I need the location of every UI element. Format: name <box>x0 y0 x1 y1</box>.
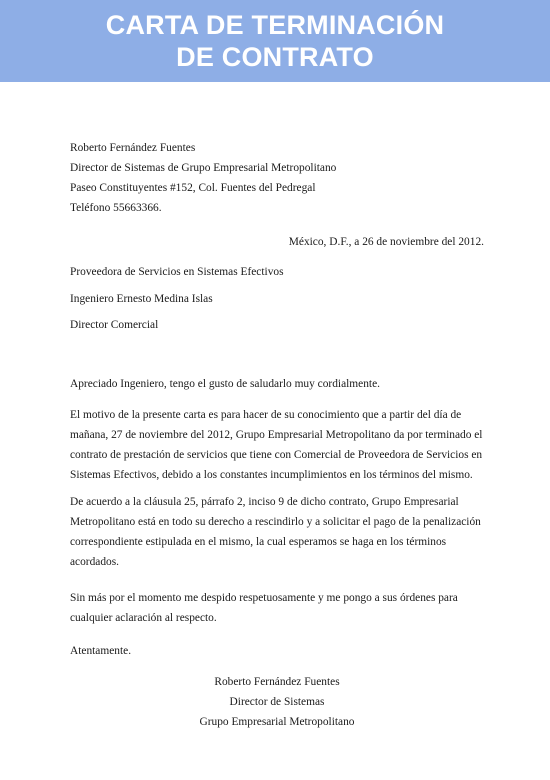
paragraph-line: Sistemas Efectivos, debido a los constantes incumplimientos en los términos del mismo. <box>70 469 473 481</box>
paragraph-contract-clause <box>70 492 484 572</box>
paragraph-line: mañana, 27 de noviembre del 2012, Grupo Empresarial Metropolitano da por terminado el <box>70 429 483 441</box>
sender-name: Roberto Fernández Fuentes <box>70 142 196 154</box>
document-title-line-2: DE CONTRATO <box>176 42 374 72</box>
closing: Atentamente. <box>70 645 132 657</box>
document-title-line-1: CARTA DE TERMINACIÓN <box>105 10 445 40</box>
signature-name: Roberto Fernández Fuentes <box>214 676 340 688</box>
recipient-company: Proveedora de Servicios en Sistemas Efectivos <box>70 266 284 278</box>
greeting: Apreciado Ingeniero, tengo el gusto de saludarlo muy cordialmente. <box>70 378 380 390</box>
paragraph-line: De acuerdo a la cláusula 25, párrafo 2, inciso 9 de dicho contrato, Grupo Empresarial <box>70 496 459 508</box>
sender-position: Director de Sistemas de Grupo Empresarial Metropolitano <box>70 162 337 174</box>
paragraph-line: contrato de prestación de servicios que tiene con Comercial de Proveedora de Servicios en <box>70 449 483 461</box>
letter-date: México, D.F., a 26 de noviembre del 2012. <box>288 236 484 248</box>
paragraph-line: Sin más por el momento me despido respetuosamente y me pongo a sus órdenes para <box>70 592 458 604</box>
sender-phone: Teléfono 55663366. <box>70 202 162 214</box>
signature-block <box>70 672 484 732</box>
signature-position: Director de Sistemas <box>229 696 325 708</box>
paragraph-farewell <box>70 588 484 628</box>
title-banner <box>0 0 550 82</box>
sender-address: Paseo Constituyentes #152, Col. Fuentes del Pedregal <box>70 182 316 194</box>
paragraph-line: acordados. <box>70 556 120 568</box>
paragraph-line: El motivo de la presente carta es para hacer de su conocimiento que a partir del día de <box>70 409 462 421</box>
paragraph-line: correspondiente estipulada en el mismo, la cual esperamos se haga en los términos <box>70 536 447 548</box>
paragraph-line: Metropolitano está en todo su derecho a rescindirlo y a solicitar el pago de la penalización <box>70 516 481 528</box>
signature-company: Grupo Empresarial Metropolitano <box>199 716 355 728</box>
recipient-name: Ingeniero Ernesto Medina Islas <box>70 293 213 305</box>
recipient-position: Director Comercial <box>70 319 159 331</box>
paragraph-line: cualquier aclaración al respecto. <box>70 612 217 624</box>
sender-block <box>70 138 486 218</box>
paragraph-termination-notice <box>70 405 484 485</box>
